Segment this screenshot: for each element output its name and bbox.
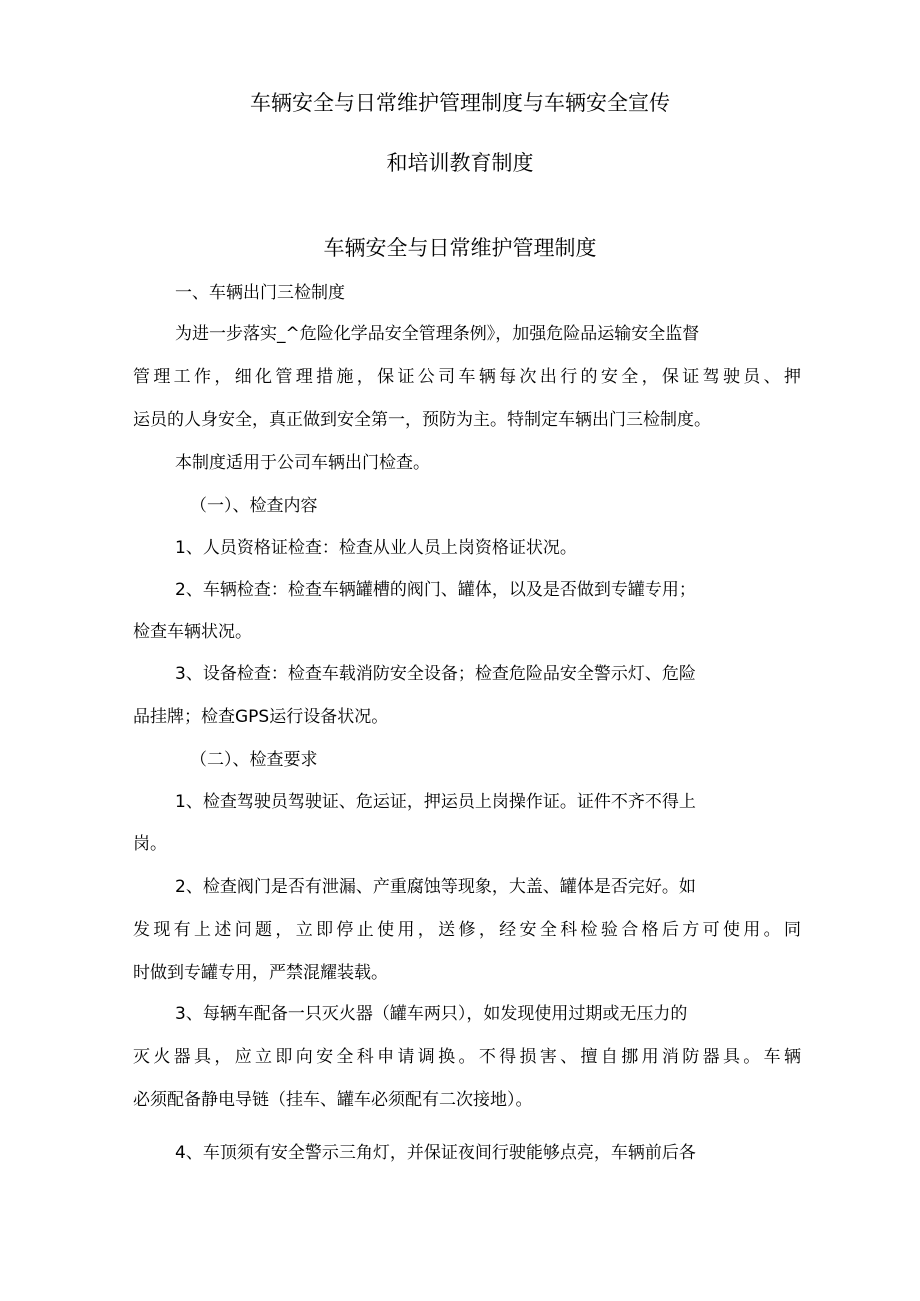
sub-heading-1: （一）、检查内容	[190, 496, 318, 516]
paragraph-2: 本制度适用于公司车辆出门检查。	[175, 453, 430, 473]
main-title-line-2: 和培训教育制度	[386, 151, 534, 175]
section-title: 车辆安全与日常维护管理制度	[323, 236, 597, 260]
requirement-2-line-1: 2、检查阀门是否有泄漏、产重腐蚀等现象，大盖、罐体是否完好。如	[175, 877, 696, 897]
item-2-line-2: 检查车辆状况。	[133, 622, 252, 642]
main-title-line-1: 车辆安全与日常维护管理制度与车辆安全宣传	[250, 91, 670, 115]
heading-1: 一、车辆出门三检制度	[175, 283, 345, 303]
paragraph-1-line-2: 管理工作，细化管理措施，保证公司车辆每次出行的安全，保证驾驶员、押	[133, 367, 801, 387]
requirement-3-line-1: 3、每辆车配备一只灭火器（罐车两只），如发现使用过期或无压力的	[175, 1004, 688, 1024]
requirement-1-line-1: 1、检查驾驶员驾驶证、危运证，押运员上岗操作证。证件不齐不得上	[175, 792, 696, 812]
requirement-3-line-2: 灭火器具，应立即向安全科申请调换。不得损害、擅自挪用消防器具。车辆	[133, 1047, 801, 1067]
requirement-3-line-3: 必须配备静电导链（挂车、罐车必须配有二次接地）。	[133, 1090, 533, 1110]
item-1: 1、人员资格证检查：检查从业人员上岗资格证状况。	[175, 538, 577, 558]
item-3-line-2: 品挂牌；检查GPS运行设备状况。	[133, 707, 389, 727]
requirement-2-line-2: 发现有上述问题，立即停止使用，送修，经安全科检验合格后方可使用。同	[133, 920, 801, 940]
sub-heading-2: （二）、检查要求	[190, 750, 318, 770]
paragraph-1-line-3: 运员的人身安全，真正做到安全第一，预防为主。特制定车辆出门三检制度。	[133, 410, 711, 430]
requirement-4-line-1: 4、车顶须有安全警示三角灯，并保证夜间行驶能够点亮，车辆前后各	[175, 1143, 696, 1163]
item-3-line-1: 3、设备检查：检查车载消防安全设备；检查危险品安全警示灯、危险	[175, 664, 696, 684]
paragraph-1-line-1: 为进一步落实_^危险化学品安全管理条例》，加强危险品运输安全监督	[175, 324, 700, 344]
requirement-2-line-3: 时做到专罐专用，严禁混耀装载。	[133, 963, 388, 983]
requirement-1-line-2: 岗。	[133, 834, 167, 854]
item-2-line-1: 2、车辆检查：检查车辆罐槽的阀门、罐体，以及是否做到专罐专用；	[175, 580, 696, 600]
